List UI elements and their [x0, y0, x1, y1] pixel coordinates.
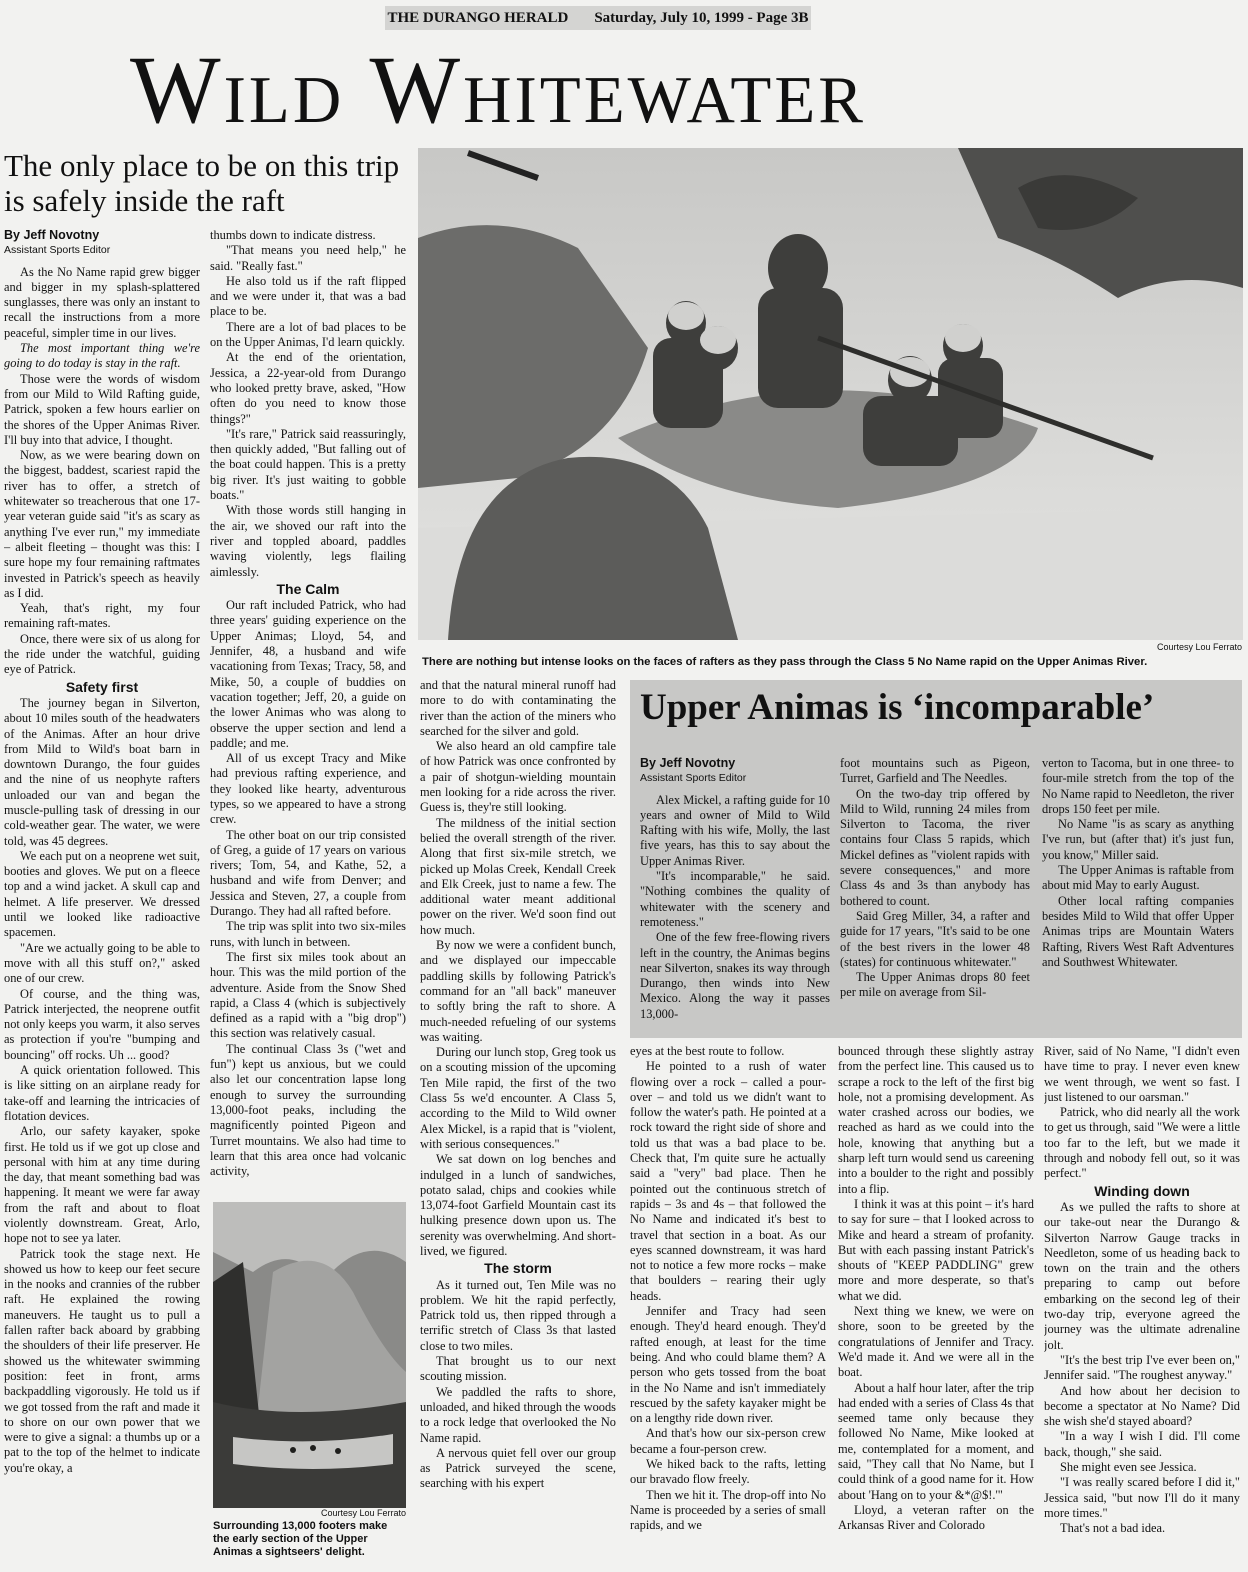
story-column-6	[1044, 1044, 1240, 1570]
paragraph: The Upper Animas drops 80 feet per mile on average from Sil-	[840, 970, 1030, 1000]
paragraph: Now, as we were bearing down on the biggest, baddest, scariest rapid the river has to offer, a stretch of whitewater so treacherous that one 17-year veteran guide said "it's as scary as anything I've ever run," my immediate – albeit fleeting – thought was this: I sure hope my four remaining raftmates invested in Patrick's speech as heavily as I did.	[4, 448, 200, 600]
paragraph: We hiked back to the rafts, letting our bravado flow freely.	[630, 1457, 826, 1487]
story-column-2	[210, 228, 406, 1198]
paragraph: River, said of No Name, "I didn't even have time to pray. I never even knew we went through, we went so fast. I just listened to our oarsman."	[1044, 1044, 1240, 1104]
paragraph: She might even see Jessica.	[1060, 1460, 1197, 1475]
paragraph: And that's how our six-person crew became a four-person crew.	[630, 1426, 826, 1456]
photo-credit: Courtesy Lou Ferrato	[1156, 642, 1242, 652]
mountain-photo	[213, 1202, 406, 1508]
photo2-credit: Courtesy Lou Ferrato	[320, 1508, 406, 1518]
paragraph: Patrick, who did nearly all the work to get us through, said "We were a little too far to the left, but we made it through and nobody fell out, so it was perfect."	[1044, 1105, 1240, 1181]
paragraph: One of the few free-flowing rivers left in the country, the Animas begins near Silverton, snakes its way through Durango, then winds into New Mexico. Along the way it passes 13,000-	[640, 930, 830, 1021]
paragraph: "It's the best trip I've ever been on," Jennifer said. "The roughest anyway."	[1044, 1352, 1240, 1383]
paragraph: thumbs down to indicate distress.	[210, 228, 376, 242]
paragraph: At the end of the orientation, Jessica, a 22-year-old from Durango who looked pretty brave, asked, "How often do you need to know those things?"	[210, 350, 406, 426]
subhead-safety: Safety first	[65, 678, 139, 695]
paragraph: All of us except Tracy and Mike had previous rafting experience, and they looked like hearty, adventurous types, so we appeared to have a strong crew.	[210, 751, 406, 827]
paragraph: Yeah, that's right, my four remaining raft-mates.	[4, 601, 200, 631]
paragraph: "That means you need help," he said. "Really fast."	[210, 243, 406, 273]
subhead-storm: The storm	[484, 1260, 552, 1277]
paragraph: The continual Class 3s ("wet and fun") kept us anxious, but we could also let our concentration lapse long enough to survey the surrounding 13,000-foot peaks, including the magnificently pointed Pigeon and Turret mountains. We also had time to learn that this area once had volcanic activity,	[210, 1041, 406, 1179]
paragraph: A quick orientation followed. This is like sitting on an airplane ready for take-off and learning the intricacies of flotation devices.	[4, 1063, 200, 1123]
paragraph: About a half hour later, after the trip had ended with a series of Class 4s that seemed tame only because they followed No Name, Mike looked at me, contemplated for a moment, and said, "They call that No Name, but I could think of a good name for it. How about 'Hang on to your &*@$!.'"	[838, 1380, 1034, 1502]
paragraph: He pointed to a rush of water flowing over a rock – called a pour-over – and told us we didn't want to follow the water's path. He pointed at a rock toward the right side of shore and told us that was a bad place to be. Check that, I'm quite sure he actually said a "very" bad place. Then he pointed out the continuous stretch of rapids – 3s and 4s – that followed the No Name and indicated it's best to travel that section in a boat. As our eyes scanned downstream, it was hard not to notice a few more rocks – make that boulders – rearing their ugly heads.	[630, 1059, 826, 1303]
paragraph: Other local rafting companies besides Mild to Wild that offer Upper Animas trips are Mountain Waters Rafting, Rivers West Raft Adventures and Southwest Whitewater.	[1042, 893, 1234, 969]
paragraph: and that the natural mineral runoff had more to do with contaminating the river than the action of the miners who searched for the silver and gold.	[420, 678, 616, 738]
paragraph: By now we were a confident bunch, and we displayed our impeccable paddling skills by following Patrick's command for an "all back" maneuver to softly bring the raft to shore. A much-needed refueling of our systems was waiting.	[420, 938, 616, 1044]
paragraph: We paddled the rafts to shore, unloaded, and hiked through the woods to a rock ledge that overlooked the No Name rapid.	[420, 1384, 616, 1445]
subhead-winding: Winding down	[1094, 1182, 1190, 1199]
paragraph: "Are we actually going to be able to move with all this stuff on?," asked one of our crew.	[4, 940, 200, 986]
photo2-caption: Surrounding 13,000 footers make the early section of the Upper Animas a sightseers' delight.	[213, 1520, 388, 1558]
main-photo	[418, 148, 1243, 640]
paragraph: foot mountains such as Pigeon, Turret, Garfield and The Needles.	[840, 756, 1030, 786]
paragraph: verton to Tacoma, but in one three- to four-mile stretch from the top of the No Name rapid to Needleton, the river drops 150 feet per mile.	[1042, 756, 1234, 816]
paragraph: Of course, and the thing was, Patrick interjected, the neoprene outfit not only keeps you warm, it also serves as protection if you're "bumping and bouncing" off rocks. Uh ... good?	[4, 986, 200, 1062]
paragraph: "It's incomparable," he said. "Nothing combines the quality of whitewater with the scenery and remoteness."	[640, 869, 830, 929]
photo-caption: There are nothing but intense looks on the faces of rafters as they pass through the Class 5 No Name rapid on the Upper Animas River.	[422, 656, 1148, 668]
paragraph: We each put on a neoprene wet suit, booties and gloves. We put on a fleece top and a wind jacket. A skull cap and helmet. A life preserver. We dressed until we looked like radioactive spacemen.	[4, 848, 200, 940]
paragraph: He also told us if the raft flipped and we were under it, that was a bad place to be.	[210, 273, 406, 319]
sidebar-byline	[640, 756, 830, 787]
paragraph: We also heard an old campfire tale of how Patrick was once confronted by a pair of shotgun-wielding mountain men looking for a ride across the river. Guess is, they're still looking.	[420, 739, 616, 815]
paragraph: "It's rare," Patrick said reassuringly, then quickly added, "But falling out of the boat could happen. This is a pretty big river. It's just waiting to gobble boats."	[210, 426, 406, 503]
paragraph: The mildness of the initial section belied the overall strength of the river. Along that first six-mile stretch, we picked up Molas Creek, Kendall Creek and Elk Creek, just to name a few. The additional water meant additional power on the river. We'd soon find out how much.	[420, 815, 616, 937]
paper-name: THE DURANGO HERALD	[387, 9, 569, 26]
paragraph: Our raft included Patrick, who had three years' guiding experience on the Upper Animas; Lloyd, 54, and Jennifer, 48, a husband and wife vacationing from Texas; Tracy, 58, and Mike, 50, a couple of buddies on vacation together; Jeff, 20, a guide on the lower Animas who was along to observe the upper section and lend a paddle; and me.	[210, 598, 406, 750]
paragraph: Next thing we knew, we were on shore, soon to be greeted by the congratulations of Jennifer and Tracy. We'd made it. And we were all in the boat.	[838, 1304, 1034, 1380]
paragraph: "In a way I wish I did. I'll come back, though," she said.	[1044, 1429, 1240, 1459]
paragraph: During our lunch stop, Greg took us on a scouting mission of the upcoming Ten Mile rapid, the first of the two Class 5s we'd encounter. A Class 5, according to the Mild to Wild owner Alex Mickel, is a rapid that is "violent, with serious consequences."	[420, 1045, 616, 1151]
mountain-canyon-photo	[213, 1202, 406, 1508]
sidebar-byline-title: Assistant Sports Editor	[640, 772, 747, 785]
paragraph: On the two-day trip offered by Mild to Wild, running 24 miles from Silverton to Tacoma, the river contains four Class 5 rapids, which Mickel defines as "violent rapids with severe consequences," and more Class 4s and 3s than anybody has bothered to count.	[840, 786, 1030, 908]
masthead: Wild Whitewater	[130, 36, 866, 143]
paragraph: The Upper Animas is raftable from about mid May to early August.	[1042, 863, 1234, 893]
paragraph: As the No Name rapid grew bigger and bigger in my splash-splattered sunglasses, there was only an instant to recall the instructions from a more peaceful, simpler time in our lives.	[4, 264, 200, 340]
paragraph: As we pulled the rafts to shore at our take-out near the Durango & Silverton Narrow Gauge tracks in Needleton, some of us heading back to town on the train and the others preparing to camp out before embarking on the second leg of their two-day trip, everyone agreed the journey was the ultimate adrenaline jolt.	[1044, 1199, 1240, 1352]
paragraph: The journey began in Silverton, about 10 miles south of the headwaters of the Animas. After an hour drive from Mild to Wild's boat barn in downtown Durango, the four guides and the nine of us neophyte rafters unloaded our van and began the muscle-pulling task of dressing in our cold-weather gear. The water, we were told, was 45 degrees.	[4, 695, 200, 848]
paragraph: Lloyd, a veteran rafter on the Arkansas River and Colorado	[838, 1502, 1034, 1533]
paragraph: Alex Mickel, a rafting guide for 10 years and owner of Mild to Wild Rafting with his wife, Molly, the last five years, has this to say about the Upper Animas River.	[640, 792, 830, 868]
paragraph: Arlo, our safety kayaker, spoke first. He told us if we got up close and personal with him at any time during the day, that meant something bad was happening. It meant we were far away from the raft and about to float violently downstream. Great, Arlo, hope not to see ya later.	[4, 1124, 200, 1246]
paragraph: As it turned out, Ten Mile was no problem. We hit the rapid perfectly, Patrick told us, then ripped through a terrific stretch of Class 3s that lasted close to two miles.	[420, 1277, 616, 1353]
paragraph: The first six miles took about an hour. This was the mild portion of the adventure. Aside from the Snow Shed rapid, a Class 4 (which is subjectively defined as a rapid with a "big drop") this section was relatively casual.	[210, 949, 406, 1041]
byline-title: Assistant Sports Editor	[4, 244, 111, 257]
paragraph: Patrick took the stage next. He showed us how to keep our feet secure in the nooks and crannies of the rubber raft. He explained the rowing maneuvers. He taught us to pull a fallen rafter back aboard by grabbing the shoulders of their life preserver. He showed us the whitewater swimming position: feet in front, arms backpaddling vigorously. He told us if we got tossed from the raft and made it to shore on our own power that we were to give a signal: a thumbs up or a pat to the top of the helmet to indicate you're okay, a	[4, 1246, 200, 1475]
paragraph-quote: The most important thing we're going to do today is stay in the raft.	[4, 341, 200, 371]
sidebar-column-1	[640, 756, 830, 1036]
paragraph: bounced through these slightly astray from the perfect line. This caused us to scrape a rock to the left of the first big hole, not a promising development. As water crashed across our bodies, we reached as hard as we could into the hole, knowing that anything but a sharp left turn would send us careening into a boulder to the right and possibly into a flip.	[838, 1044, 1034, 1196]
sidebar-title: Upper Animas is ‘incomparable’	[640, 687, 1155, 728]
paper-header	[385, 6, 811, 30]
paragraph: Jennifer and Tracy had seen enough. They'd heard enough. They'd rafted enough, at least for the time being. And who could blame them? A person who gets tossed from the boat in the No Name and isn't immediately rescued by the safety kayaker might be on a lengthy ride down river.	[630, 1304, 826, 1426]
byline	[4, 228, 200, 259]
paragraph: We sat down on log benches and indulged in a lunch of sandwiches, potato salad, chips and cookies while 13,074-foot Garfield Mountain cast its hulking presence down upon us. The serenity was overwhelming. And short-lived, we figured.	[420, 1152, 616, 1258]
rafters-photo	[418, 148, 1243, 640]
story-column-5	[838, 1044, 1034, 1570]
story-column-1	[4, 228, 200, 1570]
paragraph: Those were the words of wisdom from our Mild to Wild Rafting guide, Patrick, spoken a few hours earlier on the shores of the Upper Animas River. I'll buy into that advice, I thought.	[4, 371, 200, 447]
story-column-3	[420, 678, 616, 1570]
paragraph: No Name "is as scary as anything I've run, but (after that) it's just fun, you know," Miller said.	[1042, 817, 1234, 862]
paragraph: There are a lot of bad places to be on the Upper Animas, I'd learn quickly.	[210, 319, 406, 350]
paragraph: Once, there were six of us along for the ride under the watchful, guiding eye of Patrick.	[4, 631, 200, 677]
story-column-4	[630, 1044, 826, 1570]
sidebar-column-3	[1042, 756, 1234, 1036]
paragraph: "I was really scared before I did it," Jessica said, "but now I'll do it many more times."	[1044, 1475, 1240, 1520]
subhead-calm: The Calm	[276, 580, 340, 597]
paragraph: The other boat on our trip consisted of Greg, a guide of 17 years on various rivers; Tom, 54, and Kathe, 52, a husband and wife from Denver; and Jessica and Steven, 27, a couple from Durango. They had all rafted before.	[210, 827, 406, 919]
paragraph: Said Greg Miller, 34, a rafter and guide for 17 years, "It's said to be one of the best rivers in the lower 48 (states) for continuous whitewater."	[840, 908, 1030, 969]
paragraph: A nervous quiet fell over our group as Patrick surveyed the scene, searching with his expert	[420, 1445, 616, 1491]
paragraph: With those words still hanging in the air, we shoved our raft into the river and toppled aboard, paddles waving violently, legs flailing aimlessly.	[210, 503, 406, 579]
sidebar-column-2	[840, 756, 1030, 1036]
paragraph: The trip was split into two six-miles runs, with lunch in between.	[210, 919, 406, 949]
paragraph: That's not a bad idea.	[1060, 1521, 1166, 1536]
story-deck: The only place to be on this trip is safely inside the raft	[4, 148, 400, 218]
paragraph: eyes at the best route to follow.	[630, 1044, 785, 1058]
paragraph: And how about her decision to become a spectator at No Name? Did she wish she'd stayed aboard?	[1044, 1383, 1240, 1429]
paragraph: Then we hit it. The drop-off into No Name is proceeded by a series of small rapids, and we	[630, 1487, 826, 1533]
paper-date: Saturday, July 10, 1999 - Page 3B	[594, 9, 809, 26]
paragraph: I think it was at this point – it's hard to say for sure – that I looked across to Mike and heard a stream of profanity. But with each passing instant Patrick's shouts of "KEEP PADDLING" grew more and more desperate, so that's what we did.	[838, 1196, 1034, 1303]
sidebar-byline-name: By Jeff Novotny	[640, 756, 736, 770]
paragraph: That brought us to our next scouting mission.	[420, 1354, 616, 1384]
byline-name: By Jeff Novotny	[4, 228, 100, 242]
